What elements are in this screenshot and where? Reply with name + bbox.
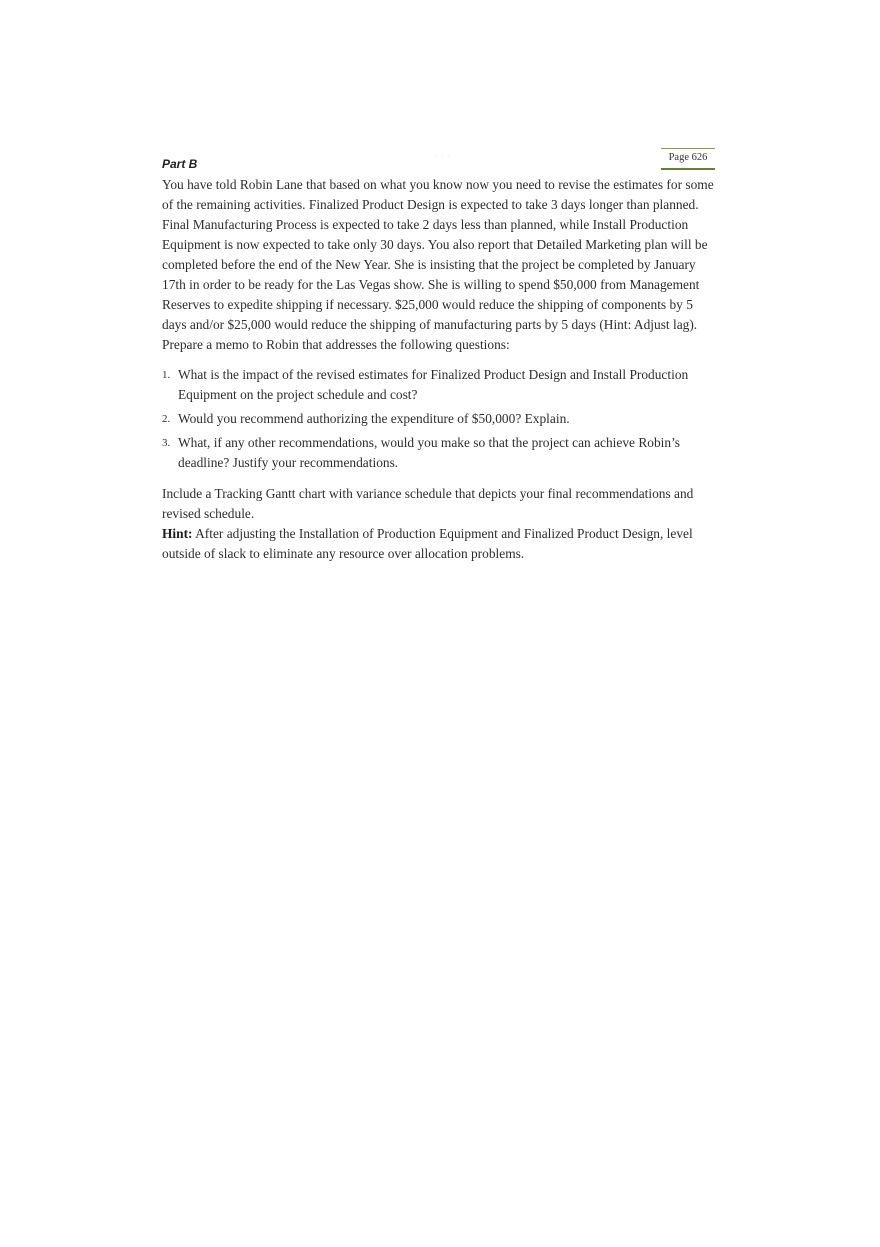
question-number: 1. [162,369,171,381]
question-number: 3. [162,437,171,449]
question-text: Would you recommend authorizing the expenditure of $50,000? Explain. [178,411,570,426]
closing-paragraph: Include a Tracking Gantt chart with variance schedule that depicts your final recommendations and revised schedule. [162,486,694,521]
question-list [162,365,718,473]
page-number: Page 626 [668,152,708,163]
question-text: What is the impact of the revised estimates for Finalized Product Design and Install Production Equipment on the project schedule and cost? [178,367,689,402]
question-number: 2. [162,413,171,425]
document-body [162,175,718,564]
section-title: Part B [162,157,198,171]
faint-header-mark: · · · [434,152,452,161]
page-number-box [661,148,715,170]
hint-label: Hint: [162,526,193,541]
question-item [162,433,718,473]
hint-text: After adjusting the Installation of Production Equipment and Finalized Product Design, level outside of slack to eliminate any resource over allocation problems. [162,526,693,561]
hint-paragraph [162,524,718,564]
question-item [162,365,718,405]
question-item [162,409,718,429]
question-text: What, if any other recommendations, would you make so that the project can achieve Robin’s deadline? Justify your recommendations. [178,435,680,470]
intro-paragraph: You have told Robin Lane that based on what you know now you need to revise the estimates for some of the remaining activities. Finalized Product Design is expected to take 3 days longer than planned. Final Manufacturing Process is expected to take 2 days less than planned, while Install Production Equipment is now expected to take only 30 days. You also report that Detailed Marketing plan will be completed before the end of the New Year. She is insisting that the project be completed by January 17th in order to be ready for the Las Vegas show. She is willing to spend $50,000 from Management Reserves to expedite shipping if necessary. $25,000 would reduce the shipping of components by 5 days and/or $25,000 would reduce the shipping of manufacturing parts by 5 days (Hint: Adjust lag). Prepare a memo to Robin that addresses the following questions: [162,177,714,352]
